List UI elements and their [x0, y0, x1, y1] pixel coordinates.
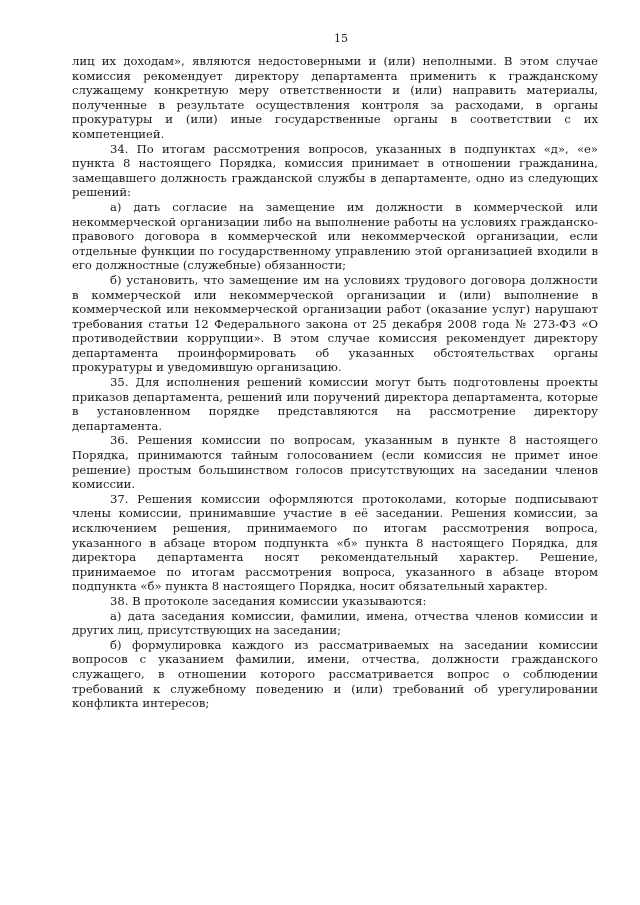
paragraph-continuation: лиц их доходам», являются недостоверными и (или) неполными. В этом случае комиссия рекомендует директору департамента применить к гражданскому служащему конкретную меру ответственности и (или) направить материалы, полученные в результате осуществления контроля за расходами, в органы прокуратуры и (или) иные государственные органы в соответствии с их компетенцией. [72, 54, 598, 141]
paragraph-item-37: 37. Решения комиссии оформляются протоколами, которые подписывают члены комиссии, принимавшие участие в её заседании. Решения комиссии, за исключением решения, принимаемого по итогам рассмотрения вопроса, указанного в абзаце втором подпункта «б» пункта 8 настоящего Порядка, для директора департамента носят рекомендательный характер. Решение, принимаемое по итогам рассмотрения вопроса, указанного в абзаце втором подпункта «б» пункта 8 настоящего Порядка, носит обязательный характер. [72, 491, 598, 594]
paragraph-item-38b: б) формулировка каждого из рассматриваемых на заседании комиссии вопросов с указанием фамилии, имени, отчества, должности гражданского служащего, в отношении которого рассматривается вопрос о соблюдении требований к служебному поведению и (или) требований об урегулировании конфликта интересов; [72, 637, 598, 711]
paragraph-item-38a: а) дата заседания комиссии, фамилии, имена, отчества членов комиссии и других лиц, присутствующих на заседании; [72, 608, 598, 638]
page-number: 15 [334, 32, 348, 45]
paragraph-item-34b: б) установить, что замещение им на условиях трудового договора должности в коммерческой или некоммерческой организации и (или) выполнение в коммерческой или некоммерческой организации работ (оказание услуг) нарушают требования статьи 12 Федерального закона от 25 декабря 2008 года № 273-ФЗ «О противодействии коррупции». В этом случае комиссия рекомендует директору департамента проинформировать об указанных обстоятельствах органы прокуратуры и уведомившую организацию. [72, 272, 598, 375]
paragraph-item-34: 34. По итогам рассмотрения вопросов, указанных в подпунктах «д», «е» пункта 8 настоящего Порядка, комиссия принимает в отношении гражданина, замещавшего должность гражданской службы в департаменте, одно из следующих решений: [72, 141, 598, 200]
paragraph-item-34a: а) дать согласие на замещение им должности в коммерческой или некоммерческой организации либо на выполнение работы на условиях гражданско-правового договора в коммерческой или некоммерческой организации, если отдельные функции по государственному управлению этой организацией входили в его должностные (служебные) обязанности; [72, 199, 598, 273]
paragraph-item-36: 36. Решения комиссии по вопросам, указанным в пункте 8 настоящего Порядка, принимаются тайным голосованием (если комиссия не примет иное решение) простым большинством голосов присутствующих на заседании членов комиссии. [72, 433, 598, 492]
paragraph-item-38: 38. В протоколе заседания комиссии указываются: [110, 593, 427, 608]
document-body [72, 54, 598, 711]
paragraph-item-35: 35. Для исполнения решений комиссии могут быть подготовлены проекты приказов департамента, решений или поручений директора департамента, которые в установленном порядке представляются на рассмотрение директору департамента. [72, 375, 598, 433]
